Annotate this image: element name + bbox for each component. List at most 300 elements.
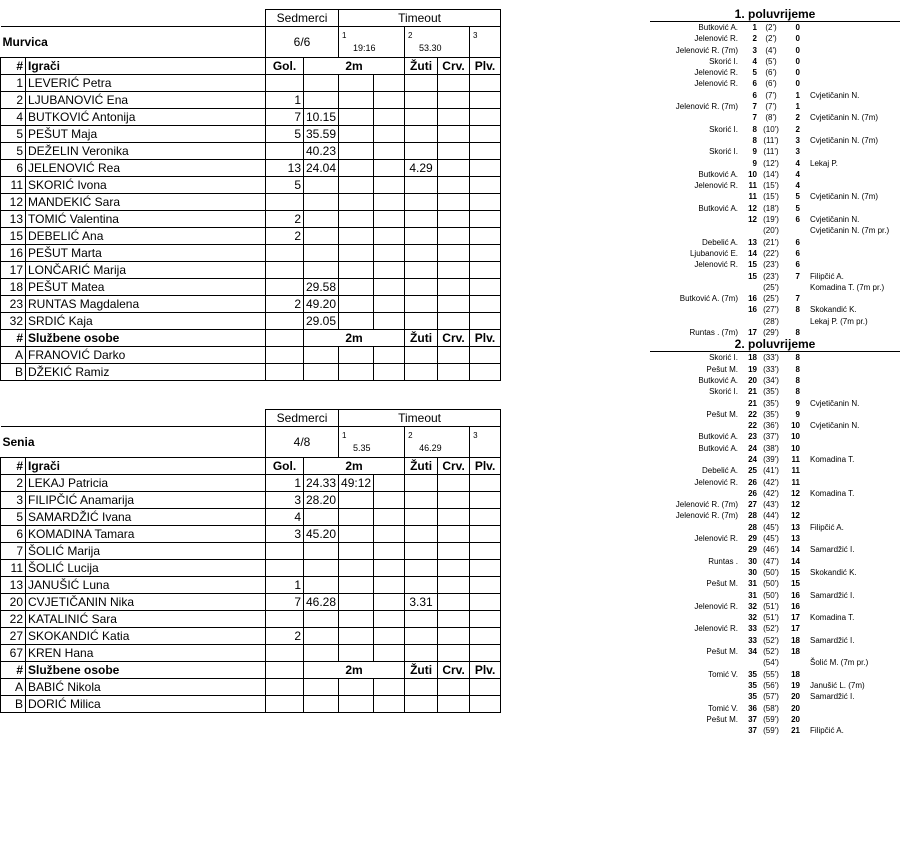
suspension-1 xyxy=(304,194,339,211)
suspension-1: 40.23 xyxy=(304,143,339,160)
blue-card xyxy=(470,160,501,177)
player-goals: 13 xyxy=(266,160,304,177)
home-score: 14 xyxy=(748,248,757,258)
yellow-card: 3.31 xyxy=(405,594,438,611)
event-minute: (22') xyxy=(763,248,779,258)
away-score: 10 xyxy=(791,432,800,442)
player-number: 6 xyxy=(1,526,26,543)
player-name: LONČARIĆ Marija xyxy=(26,262,266,279)
suspension-2 xyxy=(339,211,374,228)
event-minute: (12') xyxy=(763,158,779,168)
suspension-2 xyxy=(339,645,374,662)
suspension-1 xyxy=(304,577,339,594)
player-goals xyxy=(266,560,304,577)
suspension-3 xyxy=(374,296,405,313)
player-goals xyxy=(266,262,304,279)
event-minute: (35') xyxy=(763,387,779,397)
player-name: RUNTAS Magdalena xyxy=(26,296,266,313)
goal-event xyxy=(650,169,900,180)
away-scorer: Šolić M. (7m pr.) xyxy=(810,658,869,668)
blank xyxy=(339,696,374,713)
event-minute: (51') xyxy=(763,601,779,611)
player-number: 11 xyxy=(1,177,26,194)
blank xyxy=(266,364,304,381)
official-letter: B xyxy=(1,696,26,713)
suspension-3 xyxy=(374,313,405,330)
goal-event xyxy=(650,225,900,236)
col-goals: Gol. xyxy=(266,58,304,75)
away-scorer: Komadina T. (7m pr.) xyxy=(810,282,885,292)
away-score: 9 xyxy=(795,409,800,419)
player-row xyxy=(1,560,501,577)
timeout-2 xyxy=(405,427,470,458)
red-card xyxy=(438,645,470,662)
goal-event xyxy=(650,420,900,431)
timeout-time: 46.29 xyxy=(419,443,442,453)
goal-event xyxy=(650,191,900,202)
col-num: # xyxy=(1,330,26,347)
home-score: 11 xyxy=(748,192,757,202)
col-red: Crv. xyxy=(438,458,470,475)
away-scorer: Komadina T. xyxy=(810,454,855,464)
event-minute: (37') xyxy=(763,432,779,442)
goal-event xyxy=(650,657,900,668)
blank xyxy=(304,347,339,364)
away-score: 16 xyxy=(791,601,800,611)
event-minute: (23') xyxy=(763,271,779,281)
away-scorer: Cvjetičanin N. xyxy=(810,421,860,431)
player-number: 32 xyxy=(1,313,26,330)
player-number: 20 xyxy=(1,594,26,611)
suspension-3 xyxy=(374,611,405,628)
red-card xyxy=(438,526,470,543)
event-minute: (36') xyxy=(763,421,779,431)
goal-event xyxy=(650,725,900,736)
blank xyxy=(438,679,470,696)
away-score: 14 xyxy=(791,556,800,566)
blue-card xyxy=(470,313,501,330)
event-minute: (54') xyxy=(763,658,779,668)
goal-event xyxy=(650,533,900,544)
col-yellow: Žuti xyxy=(405,58,438,75)
home-score: 21 xyxy=(748,387,757,397)
home-scorer: Pešut M. xyxy=(706,579,738,589)
col-blue: Plv. xyxy=(470,458,501,475)
home-scorer: Butković A. xyxy=(698,443,738,453)
player-name: LEVERIĆ Petra xyxy=(26,75,266,92)
player-goals xyxy=(266,645,304,662)
goal-event xyxy=(650,443,900,454)
suspension-1: 29.05 xyxy=(304,313,339,330)
home-scorer: Pešut M. xyxy=(706,714,738,724)
timeout-3 xyxy=(470,27,501,58)
player-row xyxy=(1,194,501,211)
away-scorer: Samardžić I. xyxy=(810,635,855,645)
yellow-card xyxy=(405,296,438,313)
blue-card xyxy=(470,509,501,526)
away-score: 7 xyxy=(795,294,800,304)
home-score: 24 xyxy=(748,443,757,453)
goal-event xyxy=(650,90,900,101)
player-number: 15 xyxy=(1,228,26,245)
red-card xyxy=(438,143,470,160)
suspension-2 xyxy=(339,262,374,279)
yellow-card xyxy=(405,509,438,526)
team-name: Murvica xyxy=(1,27,266,58)
red-card xyxy=(438,194,470,211)
suspension-1 xyxy=(304,262,339,279)
blue-card xyxy=(470,177,501,194)
event-minute: (11') xyxy=(763,135,779,145)
goal-event xyxy=(650,45,900,56)
official-row xyxy=(1,364,501,381)
player-number: 17 xyxy=(1,262,26,279)
yellow-card xyxy=(405,177,438,194)
event-minute: (6') xyxy=(765,79,777,89)
home-score: 28 xyxy=(748,522,757,532)
home-score: 9 xyxy=(752,147,757,157)
official-row xyxy=(1,696,501,713)
timeout-index: 2 xyxy=(408,31,413,40)
goal-event xyxy=(650,522,900,533)
suspension-3 xyxy=(374,509,405,526)
goal-event xyxy=(650,237,900,248)
player-name: CVJETIČANIN Nika xyxy=(26,594,266,611)
player-goals: 4 xyxy=(266,509,304,526)
home-scorer: Skorić I. xyxy=(709,56,738,66)
goal-event xyxy=(650,282,900,293)
timeout-index: 1 xyxy=(342,31,347,40)
goal-event xyxy=(650,316,900,327)
away-score: 4 xyxy=(795,169,800,179)
player-row xyxy=(1,279,501,296)
away-scorer: Cvjetičanin N. (7m) xyxy=(810,192,879,202)
player-goals: 7 xyxy=(266,109,304,126)
blue-card xyxy=(470,262,501,279)
official-name: BABIĆ Nikola xyxy=(26,679,266,696)
goal-event xyxy=(650,259,900,270)
goal-event xyxy=(650,646,900,657)
home-score: 17 xyxy=(748,328,757,338)
goal-event xyxy=(650,398,900,409)
event-minute: (19') xyxy=(763,215,779,225)
official-name: FRANOVIĆ Darko xyxy=(26,347,266,364)
player-number: 18 xyxy=(1,279,26,296)
yellow-card xyxy=(405,194,438,211)
blank xyxy=(438,364,470,381)
yellow-card xyxy=(405,577,438,594)
away-scorer: Cvjetičanin N. (7m pr.) xyxy=(810,226,890,236)
player-row xyxy=(1,126,501,143)
player-name: TOMIĆ Valentina xyxy=(26,211,266,228)
suspension-2 xyxy=(339,509,374,526)
yellow-card: 4.29 xyxy=(405,160,438,177)
goal-event xyxy=(650,364,900,375)
home-score: 16 xyxy=(748,305,757,315)
player-name: PEŠUT Matea xyxy=(26,279,266,296)
player-name: SAMARDŽIĆ Ivana xyxy=(26,509,266,526)
goal-event xyxy=(650,714,900,725)
blank xyxy=(374,679,405,696)
away-score: 13 xyxy=(791,534,800,544)
yellow-card xyxy=(405,313,438,330)
event-minute: (52') xyxy=(763,647,779,657)
player-name: ŠOLIĆ Lucija xyxy=(26,560,266,577)
away-scorer: Samardžić I. xyxy=(810,545,855,555)
player-row xyxy=(1,509,501,526)
suspension-2 xyxy=(339,228,374,245)
player-name: LEKAJ Patricia xyxy=(26,475,266,492)
blank xyxy=(266,696,304,713)
goal-event xyxy=(650,158,900,169)
yellow-card xyxy=(405,543,438,560)
timeout-3 xyxy=(470,427,501,458)
blank xyxy=(374,696,405,713)
event-minute: (10') xyxy=(763,124,779,134)
home-scorer: Jelenović R. xyxy=(694,34,738,44)
away-score: 6 xyxy=(795,237,800,247)
suspension-2 xyxy=(339,194,374,211)
goal-event xyxy=(650,510,900,521)
event-minute: (55') xyxy=(763,669,779,679)
blue-card xyxy=(470,279,501,296)
player-goals: 1 xyxy=(266,475,304,492)
suspension-2 xyxy=(339,279,374,296)
home-score: 29 xyxy=(748,534,757,544)
suspension-3 xyxy=(374,543,405,560)
red-card xyxy=(438,543,470,560)
goal-event xyxy=(650,703,900,714)
player-name: MANDEKIĆ Sara xyxy=(26,194,266,211)
suspension-3 xyxy=(374,194,405,211)
suspension-3 xyxy=(374,126,405,143)
official-row xyxy=(1,679,501,696)
home-scorer: Butković A. xyxy=(698,203,738,213)
suspension-2 xyxy=(339,92,374,109)
yellow-card xyxy=(405,492,438,509)
player-name: PEŠUT Marta xyxy=(26,245,266,262)
home-score: 3 xyxy=(752,45,757,55)
home-score: 15 xyxy=(748,271,757,281)
event-minute: (25') xyxy=(763,282,779,292)
suspension-3 xyxy=(374,245,405,262)
half-title: 1. poluvrijeme xyxy=(650,8,900,22)
col-2m: 2m xyxy=(304,330,405,347)
red-card xyxy=(438,109,470,126)
away-score: 8 xyxy=(795,375,800,385)
blue-card xyxy=(470,228,501,245)
player-row xyxy=(1,92,501,109)
goal-event xyxy=(650,544,900,555)
player-row xyxy=(1,611,501,628)
red-card xyxy=(438,313,470,330)
suspension-2 xyxy=(339,611,374,628)
suspension-2 xyxy=(339,492,374,509)
goal-event xyxy=(650,112,900,123)
away-score: 20 xyxy=(791,714,800,724)
player-name: BUTKOVIĆ Antonija xyxy=(26,109,266,126)
suspension-2 xyxy=(339,75,374,92)
yellow-card xyxy=(405,279,438,296)
col-2m: 2m xyxy=(304,662,405,679)
red-card xyxy=(438,492,470,509)
away-scorer: Skokandić K. xyxy=(810,305,857,315)
official-letter: A xyxy=(1,679,26,696)
home-score: 9 xyxy=(752,158,757,168)
home-scorer: Ljubanović E. xyxy=(689,248,738,258)
goal-event xyxy=(650,601,900,612)
player-row xyxy=(1,492,501,509)
sedmerci-value: 6/6 xyxy=(266,27,339,58)
blank xyxy=(470,347,501,364)
half-title: 2. poluvrijeme xyxy=(650,338,900,352)
away-score: 0 xyxy=(795,23,800,32)
official-name: DORIĆ Milica xyxy=(26,696,266,713)
goal-event xyxy=(650,680,900,691)
home-scorer: Runtas . (7m) xyxy=(689,328,738,338)
player-goals xyxy=(266,611,304,628)
event-minute: (43') xyxy=(763,500,779,510)
player-row xyxy=(1,543,501,560)
away-score: 12 xyxy=(791,511,800,521)
red-card xyxy=(438,262,470,279)
suspension-3 xyxy=(374,211,405,228)
event-minute: (39') xyxy=(763,454,779,464)
col-2m: 2m xyxy=(304,58,405,75)
suspension-1: 49.20 xyxy=(304,296,339,313)
away-score: 16 xyxy=(791,590,800,600)
player-name: ŠOLIĆ Marija xyxy=(26,543,266,560)
player-name: JELENOVIĆ Rea xyxy=(26,160,266,177)
home-score: 5 xyxy=(752,68,757,78)
goal-event xyxy=(650,327,900,338)
suspension-1: 45.20 xyxy=(304,526,339,543)
away-score: 8 xyxy=(795,353,800,363)
red-card xyxy=(438,594,470,611)
player-row xyxy=(1,262,501,279)
player-number: 12 xyxy=(1,194,26,211)
away-score: 15 xyxy=(791,579,800,589)
event-minute: (45') xyxy=(763,522,779,532)
suspension-3 xyxy=(374,92,405,109)
suspension-3 xyxy=(374,160,405,177)
official-letter: B xyxy=(1,364,26,381)
event-minute: (35') xyxy=(763,398,779,408)
away-score: 0 xyxy=(795,34,800,44)
col-red: Crv. xyxy=(438,330,470,347)
red-card xyxy=(438,611,470,628)
away-scorer: Cvjetičanin N. xyxy=(810,90,860,100)
suspension-1: 46.28 xyxy=(304,594,339,611)
red-card xyxy=(438,228,470,245)
blue-card xyxy=(470,628,501,645)
goal-event xyxy=(650,293,900,304)
player-row xyxy=(1,109,501,126)
player-goals: 5 xyxy=(266,126,304,143)
home-score: 28 xyxy=(748,511,757,521)
goal-event xyxy=(650,499,900,510)
player-row xyxy=(1,245,501,262)
goal-event xyxy=(650,669,900,680)
goal-event xyxy=(650,135,900,146)
event-minute: (15') xyxy=(763,181,779,191)
home-scorer: Skorić I. xyxy=(709,387,738,397)
suspension-2 xyxy=(339,177,374,194)
timeout-2 xyxy=(405,27,470,58)
blank xyxy=(405,679,438,696)
home-score: 18 xyxy=(748,353,757,363)
home-score: 29 xyxy=(748,545,757,555)
event-minute: (28') xyxy=(763,316,779,326)
goal-event xyxy=(650,56,900,67)
red-card xyxy=(438,211,470,228)
suspension-1: 10.15 xyxy=(304,109,339,126)
timeout-time: 5.35 xyxy=(353,443,371,453)
home-score: 16 xyxy=(748,294,757,304)
home-score: 1 xyxy=(752,23,757,32)
event-minute: (50') xyxy=(763,590,779,600)
goal-event xyxy=(650,691,900,702)
away-score: 11 xyxy=(791,477,800,487)
goal-event xyxy=(650,248,900,259)
goal-event xyxy=(650,623,900,634)
player-name: DEBELIĆ Ana xyxy=(26,228,266,245)
event-minute: (7') xyxy=(765,102,777,112)
away-scorer: Lekaj P. (7m pr.) xyxy=(810,316,868,326)
yellow-card xyxy=(405,526,438,543)
timeout-index: 3 xyxy=(473,31,478,40)
home-score: 32 xyxy=(748,613,757,623)
away-scorer: Cvjetičanin N. xyxy=(810,398,860,408)
suspension-1 xyxy=(304,228,339,245)
suspension-3 xyxy=(374,560,405,577)
event-minute: (20') xyxy=(763,226,779,236)
away-score: 9 xyxy=(795,398,800,408)
player-name: LJUBANOVIĆ Ena xyxy=(26,92,266,109)
timeout-1 xyxy=(339,27,405,58)
suspension-3 xyxy=(374,262,405,279)
red-card xyxy=(438,75,470,92)
player-goals xyxy=(266,245,304,262)
home-scorer: Runtas . xyxy=(708,556,738,566)
player-number: 1 xyxy=(1,75,26,92)
goal-event xyxy=(650,304,900,315)
blank xyxy=(405,696,438,713)
home-score: 37 xyxy=(748,726,757,736)
event-minute: (47') xyxy=(763,556,779,566)
player-row xyxy=(1,594,501,611)
play-by-play xyxy=(650,8,900,736)
player-row xyxy=(1,645,501,662)
home-scorer: Butković A. (7m) xyxy=(679,294,738,304)
timeout-index: 1 xyxy=(342,431,347,440)
player-goals: 3 xyxy=(266,492,304,509)
home-scorer: Skorić I. xyxy=(709,147,738,157)
home-score: 7 xyxy=(752,102,757,112)
suspension-3 xyxy=(374,526,405,543)
blank xyxy=(405,347,438,364)
home-score: 8 xyxy=(752,135,757,145)
blank xyxy=(339,679,374,696)
goal-event xyxy=(650,590,900,601)
away-scorer: Komadina T. xyxy=(810,613,855,623)
player-row xyxy=(1,75,501,92)
col-2m: 2m xyxy=(304,458,405,475)
home-scorer: Jelenović R. xyxy=(694,260,738,270)
yellow-card xyxy=(405,75,438,92)
suspension-3 xyxy=(374,628,405,645)
blank xyxy=(470,364,501,381)
